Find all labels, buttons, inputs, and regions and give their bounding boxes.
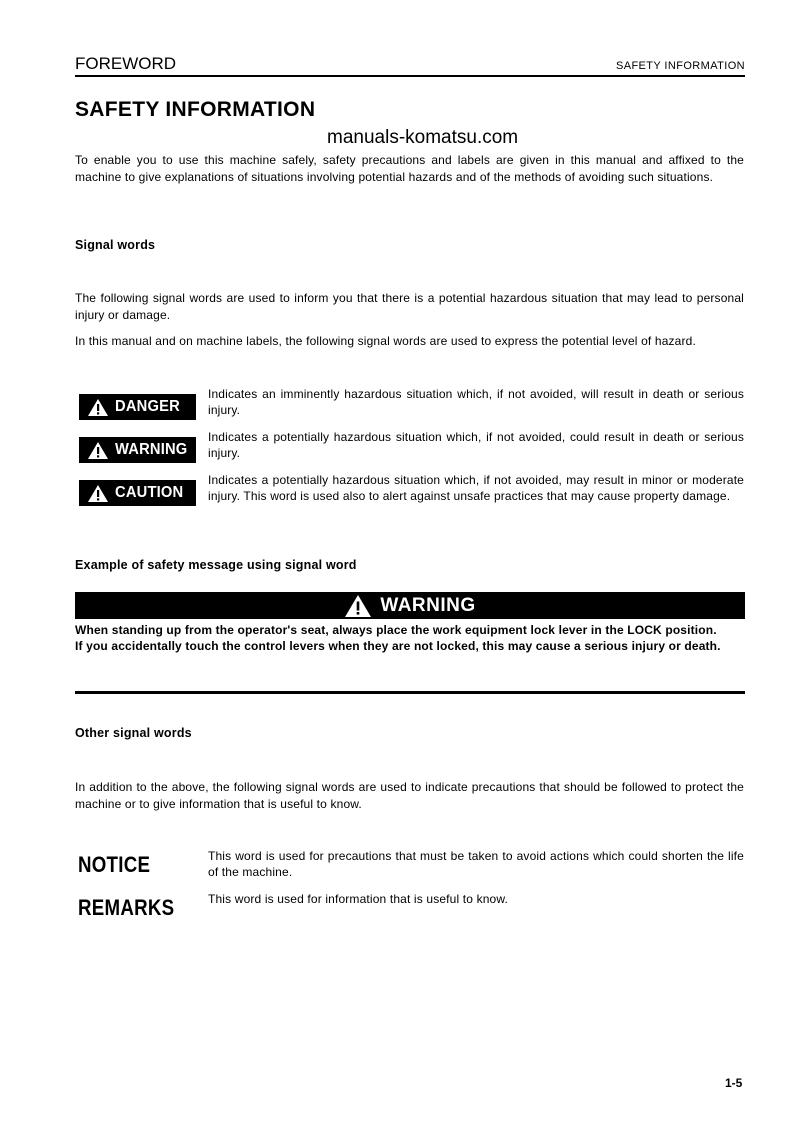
example-heading: Example of safety message using signal word <box>75 558 357 572</box>
danger-label-text: DANGER <box>115 398 180 415</box>
warning-description: Indicates a potentially hazardous situation which, if not avoided, could result in death or serious injury. <box>208 430 744 460</box>
warning-label-text: WARNING <box>115 441 188 458</box>
hazard-triangle-icon <box>87 398 109 417</box>
signal-words-para-1: The following signal words are used to inform you that there is a potential hazardous situation that may lead to personal injury or damage. <box>75 291 744 322</box>
warning-banner-text: WARNING <box>380 594 476 616</box>
caution-description: Indicates a potentially hazardous situation which, if not avoided, may result in minor or moderate injury. This word is used also to alert against unsafe practices that may cause property damage. <box>208 473 744 503</box>
watermark-text: manuals-komatsu.com <box>327 127 519 148</box>
other-signal-words-para: In addition to the above, the following signal words are used to indicate precautions that should be followed to protect the machine or to give information that is useful to know. <box>75 780 744 811</box>
notice-label: NOTICE <box>78 852 151 877</box>
warning-label <box>79 437 196 463</box>
header-running-title: SAFETY INFORMATION <box>615 60 745 72</box>
signal-words-heading: Signal words <box>75 238 156 252</box>
caution-label <box>79 480 196 506</box>
hazard-triangle-icon <box>87 484 109 503</box>
page-number: 1-5 <box>725 1076 743 1090</box>
other-signal-words-heading: Other signal words <box>75 726 192 740</box>
page-title: SAFETY INFORMATION <box>75 98 316 121</box>
remarks-label: REMARKS <box>78 895 175 920</box>
danger-label <box>79 394 196 420</box>
page-header <box>75 55 745 77</box>
warning-bottom-rule <box>75 691 745 694</box>
hazard-triangle-icon <box>87 441 109 460</box>
warning-message-line-2: If you accidentally touch the control levers when they are not locked, this may cause a serious injury or death. <box>75 639 721 653</box>
warning-message-line-1: When standing up from the operator's seat, always place the work equipment lock lever in the LOCK position. <box>75 623 717 637</box>
header-section: FOREWORD <box>75 54 177 73</box>
notice-description: This word is used for precautions that must be taken to avoid actions which could shorten the life of the machine. <box>208 849 744 879</box>
remarks-description: This word is used for information that is useful to know. <box>208 892 509 906</box>
warning-banner <box>75 592 745 619</box>
hazard-triangle-icon <box>344 594 372 618</box>
danger-description: Indicates an imminently hazardous situation which, if not avoided, will result in death or serious injury. <box>208 387 744 417</box>
caution-label-text: CAUTION <box>115 484 184 501</box>
intro-paragraph: To enable you to use this machine safely, safety precautions and labels are given in this manual and affixed to the machine to give explanations of situations involving potential hazards and of the methods of avoiding such situations. <box>75 153 744 184</box>
warning-message <box>75 622 745 654</box>
signal-words-para-2: In this manual and on machine labels, the following signal words are used to express the potential level of hazard. <box>75 334 696 348</box>
